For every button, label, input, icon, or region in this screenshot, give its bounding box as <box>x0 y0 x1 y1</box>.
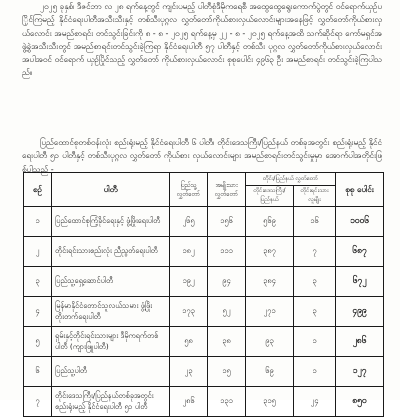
pyithu-count: ၂၃ <box>170 357 208 387</box>
party-name: ရှမ်းနှင့်တိုင်းရင်းသားများ ဒီမိုကရက်တစ်ပါတီ (ကျားဖြူပါတီ) <box>52 327 170 357</box>
header-region-group: တိုင်း/ပြည်နယ် လွှတ်တော် <box>246 173 336 186</box>
row-number: ၂ <box>24 237 52 267</box>
pyithu-count: ၁၈၂ <box>170 237 208 267</box>
table-row <box>24 237 384 267</box>
amyotha-count: ၁၃၁ <box>208 387 246 417</box>
table-header-row <box>24 173 384 186</box>
row-number: ၅ <box>24 327 52 357</box>
intro-paragraph: ၂၀၂၅ ခုနှစ်၊ ဒီဇင်ဘာ လ ၂၈ ရက်နေ့တွင် ကျင်းပမည့် ပါတီစုံဒီမိုကရေစီ အထွေထွေရွေးကောက်ပွဲတွင် ဝင်ရောက်ယှဉ်ပြိုင်ကြမည့် နိုင်ငံရေးပါတီအသီးသီးနှင့် တစ်သီးပုဂ္ဂလ လွှတ်တော်ကိုယ်စားလှယ်လောင်းများအနေဖြင့် လွှတ်တော်ကိုယ်စားလှယ်လောင်း အမည်စာရင်း တင်သွင်းခြင်းကို ၈ - ၈ - ၂၀၂၅ ရက်နေ့မှ ၂၂ - ၈ - ၂၀၂၅ ရက်နေ့အထိ သက်ဆိုင်ရာ ကော်မရှင်အဖွဲ့ခွဲအသီးသီးတွင် အမည်စာရင်းတင်သွင်းခဲ့ကြရာ နိုင်ငံရေးပါတီ ၅၇ ပါတီနှင့် တစ်သီး ပုဂ္ဂလ လွှတ်တော်ကိုယ်စားလှယ်လောင်း အပါအဝင် ဝင်ရောက် ယှဉ်ပြိုင်သည့် လွှတ်တော် ကိုယ်စားလှယ်လောင်း စုစုပေါင်း ၄၉၆၃ ဦး အမည်စာရင်း တင်သွင်းခဲ့ကြပါသည်။ <box>22 1 382 78</box>
ethnic-count: ၁ <box>294 357 336 387</box>
amyotha-count: ၁၅ <box>208 357 246 387</box>
party-name: ပြည်သူ့ပါတီ <box>52 357 170 387</box>
row-number: ၆ <box>24 357 52 387</box>
amyotha-count: ၃၈ <box>208 327 246 357</box>
total-count: ၆၈၇ <box>336 237 384 267</box>
pyithu-count: ၂၆၅ <box>170 207 208 237</box>
region-count: ၃၁၅ <box>246 387 294 417</box>
summary-paragraph: ပြည်ထောင်စုတစ်ဝန်းလုံး စည်းရုံးမည့် နိုင်ငံရေးပါတီ ၆ ပါတီ၊ တိုင်းဒေသကြီး/ပြည်နယ် တစ်ခုအတွင်း စည်းရုံးမည့် နိုင်ငံရေးပါတီ ၅၁ ပါတီနှင့် တစ်သီးပုဂ္ဂလ လွှတ်တော် ကိုယ်စား လှယ်လောင်းများ အမည်စာရင်းတင်သွင်းမှုမှာ အောက်ပါအတိုင်းဖြစ်ပါသည် - <box>22 137 382 174</box>
total-count: ၂၈၆ <box>336 327 384 357</box>
table-row <box>24 207 384 237</box>
ethnic-count: ၃ <box>294 267 336 297</box>
party-name: တိုင်းဒေသကြီး/ပြည်နယ်တစ်ခုအတွင်း စည်းရုံးမည့် နိုင်ငံရေးပါတီ ၅၁ ပါတီ <box>52 387 170 417</box>
party-name: ပြည်ထောင်စုကြံ့ခိုင်ရေးနှင့် ဖွံ့ဖြိုးရေးပါတီ <box>52 207 170 237</box>
table-row <box>24 297 384 327</box>
header-no: စဉ် <box>24 173 52 207</box>
row-number: ၁ <box>24 207 52 237</box>
ethnic-count: ၇ <box>294 237 336 267</box>
party-name: မြန်မာနိုင်ငံတောင်သူလယ်သမား ဖွံ့ဖြိုးတိုးတက်ရေးပါတီ <box>52 297 170 327</box>
region-count: ၃၈၄ <box>246 267 294 297</box>
total-count: ၈၅၀ <box>336 387 384 417</box>
pyithu-count: ၅၈ <box>170 327 208 357</box>
header-total: စုစု ပေါင်း <box>336 173 384 207</box>
amyotha-count: ၁၅၆ <box>208 207 246 237</box>
total-count: ၄၉၉ <box>336 297 384 327</box>
region-count: ၃၈၇ <box>246 237 294 267</box>
candidate-table <box>23 172 384 417</box>
ethnic-count: ၁၆ <box>294 207 336 237</box>
region-count: ၉၃ <box>246 327 294 357</box>
header-party: ပါတီ <box>52 173 170 207</box>
amyotha-count: ၅၂ <box>208 297 246 327</box>
table-row <box>24 387 384 417</box>
party-name: ပြည်သူ့ရှေ့ဆောင်ပါတီ <box>52 267 170 297</box>
region-count: ၆၉ <box>246 357 294 387</box>
table-row <box>24 267 384 297</box>
row-number: ၃ <box>24 267 52 297</box>
pyithu-count: ၁၉၂ <box>170 267 208 297</box>
table-row <box>24 357 384 387</box>
table-row <box>24 327 384 357</box>
total-count: ၁၀၀၆ <box>336 207 384 237</box>
ethnic-count: ၃ <box>294 297 336 327</box>
row-number: ၄ <box>24 297 52 327</box>
row-number: ၇ <box>24 387 52 417</box>
ethnic-count: ၂၄ <box>294 387 336 417</box>
region-count: ၂၇၁ <box>246 297 294 327</box>
amyotha-count: ၁၁၁ <box>208 237 246 267</box>
amyotha-count: ၉၄ <box>208 267 246 297</box>
header-pyithu: ပြည်သူ့ လွှတ်တော် <box>170 173 208 207</box>
header-amyotha: အမျိုးသား လွှတ်တော် <box>208 173 246 207</box>
total-count: ၆၇၂ <box>336 267 384 297</box>
header-ethnic-sub: တိုင်းရင်းသား လူမျိုး <box>294 186 336 207</box>
pyithu-count: ၂၈၆ <box>170 387 208 417</box>
header-region-sub: တိုင်းဒေသကြီး/ ပြည်နယ် <box>246 186 294 207</box>
ethnic-count: ၁ <box>294 327 336 357</box>
region-count: ၅၆၉ <box>246 207 294 237</box>
total-count: ၁၂၇ <box>336 357 384 387</box>
pyithu-count: ၁၇၃ <box>170 297 208 327</box>
party-name: တိုင်းရင်းသားစည်းလုံး ညီညွတ်ရေးပါတီ <box>52 237 170 267</box>
